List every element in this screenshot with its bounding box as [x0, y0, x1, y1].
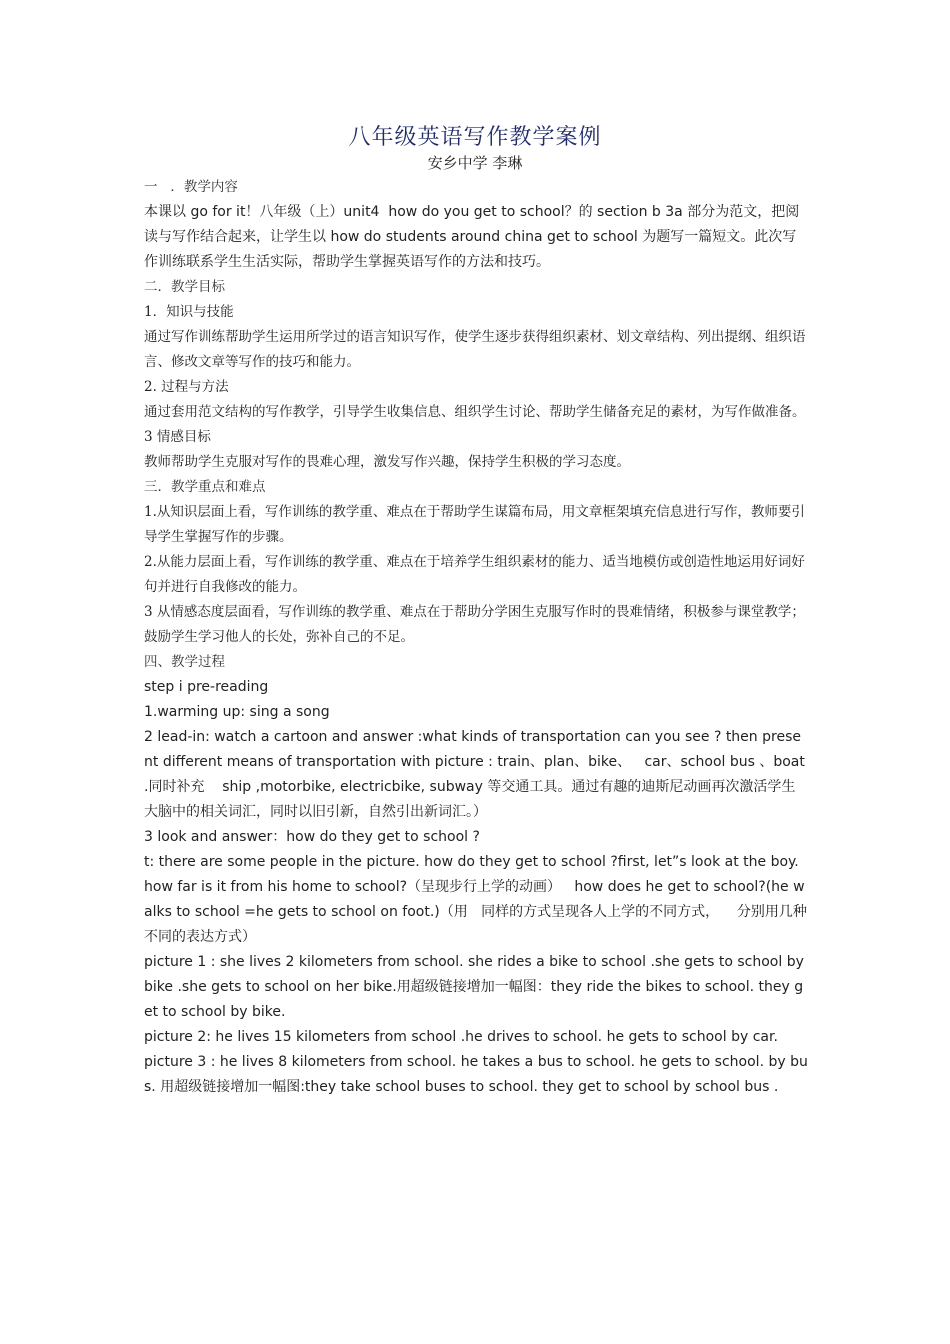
subheading-process: 2. 过程与方法 [144, 379, 229, 395]
section-heading-process: 四、教学过程 [144, 654, 225, 670]
paragraph-teacher-dialogue: t: there are some people in the picture. how do they get to school ?first, let”s look at the boy. how far is it from his home to school?（呈现步行上学的动画） how does he get to school?(he walks to school =he gets to school on foot.)（用 同样的方式呈现各人上学的不同方式， 分别用几种不同的表达方式） [144, 854, 807, 945]
paragraph-keypoint-2: 2.从能力层面上看，写作训练的教学重、难点在于培养学生组织素材的能力、适当地模仿或创造性地运用好词好句并进行自我修改的能力。 [144, 554, 805, 595]
paragraph-emotion: 教师帮助学生克服对写作的畏难心理，激发写作兴趣，保持学生积极的学习态度。 [144, 454, 630, 470]
paragraph-knowledge: 通过写作训练帮助学生运用所学过的语言知识写作，使学生逐步获得组织素材、划文章结构、列出提纲、组织语言、修改文章等写作的技巧和能力。 [144, 329, 806, 370]
step-look-and-answer: 3 look and answer：how do they get to school ? [144, 829, 480, 845]
paragraph-keypoint-1: 1.从知识层面上看，写作训练的教学重、难点在于帮助学生谋篇布局，用文章框架填充信息进行写作，教师要引导学生掌握写作的步骤。 [144, 504, 805, 545]
subheading-knowledge: 1．知识与技能 [144, 304, 234, 320]
paragraph-picture-1: picture 1 : she lives 2 kilometers from school. she rides a bike to school .she gets to school by bike .she gets to school on her bike.用超级链接增加一幅图：they ride the bikes to school. they get to school by bike. [144, 954, 809, 1020]
document-subtitle: 安乡中学 李琳 [427, 154, 523, 172]
step-heading: step ⅰ pre-reading [144, 679, 269, 695]
paragraph-process: 通过套用范文结构的写作教学，引导学生收集信息、组织学生讨论、帮助学生储备充足的素材，为写作做准备。 [144, 404, 806, 420]
section-heading-goals: 二．教学目标 [144, 279, 225, 295]
paragraph-picture-3: picture 3 : he lives 8 kilometers from school. he takes a bus to school. he gets to school. by bus. 用超级链接增加一幅图:they take school buses to school. they get to school by school bus . [144, 1054, 808, 1095]
document-title: 八年级英语写作教学案例 [348, 125, 602, 150]
paragraph-keypoint-3: 3 从情感态度层面看，写作训练的教学重、难点在于帮助分学困生克服写作时的畏难情绪，积极参与课堂教学；鼓励学生学习他人的长处，弥补自己的不足。 [144, 604, 805, 645]
paragraph-content: 本课以 go for it！八年级（上）unit4 how do you get to school？的 section b 3a 部分为范文，把阅读与写作结合起来，让学生以 how do students around china get to school 为题写一篇短文。此次写作训练联系学生生活实际，帮助学生掌握英语写作的方法和技巧。 [144, 204, 800, 270]
step-lead-in: 2 lead-in: watch a cartoon and answer :what kinds of transportation can you see ? then present different means of transportation with picture : train、plan、bike、 car、school bus 、boat .同时补充 ship ,motorbike, electricbike, subway 等交通工具。通过有趣的迪斯尼动画再次激活学生大脑中的相关词汇，同时以旧引新，自然引出新词汇。） [144, 729, 810, 820]
step-warming-up: 1.warming up: sing a song [144, 704, 330, 720]
subheading-emotion: 3 情感目标 [144, 429, 211, 445]
paragraph-picture-2: picture 2: he lives 15 kilometers from school .he drives to school. he gets to school by car. [144, 1029, 778, 1045]
document-body [144, 175, 808, 1100]
section-heading-keypoints: 三．教学重点和难点 [144, 479, 266, 495]
section-heading-content: 一 ．教学内容 [144, 179, 238, 195]
